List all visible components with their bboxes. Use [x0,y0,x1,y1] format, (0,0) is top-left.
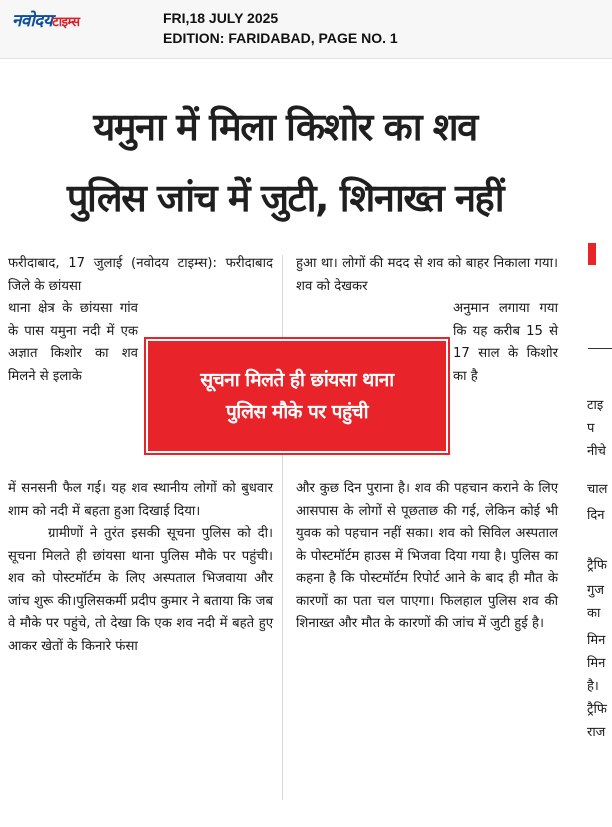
column-divider [282,255,283,800]
logo-part-1: नवोदय [12,11,53,31]
fragment-text: मिन [587,633,606,648]
pull-quote-line-2: पुलिस मौके पर पहुंची [225,401,369,423]
headline-line-2: पुलिस जांच में जुटी, शिनाख्त नहीं [66,176,504,220]
pull-quote-box [146,339,448,453]
article-col1-para-2: ग्रामीणों ने तुरंत इसकी सूचना पुलिस को दी। सूचना मिलते ही छांयसा थाना पुलिस मौके पर पहुंची। शव को पोस्टमॉर्टम के लिए अस्पताल भिजवाया और जांच शुरू की।पुलिसकर्मी प्रदीप कुमार ने बताया कि जब वे मौके पर पहुंचे, तो देखा कि एक शव नदी में बहते हुए आकर खेतों के किनारे फंसा [8,526,273,654]
fragment-text: राज [587,725,606,740]
article-col1-top: फरीदाबाद, 17 जुलाई (नवोदय टाइम्स): फरीदाबाद जिले के छांयसा [8,256,273,294]
fragment-text: प [587,421,595,436]
fragment-text: मिन [587,656,606,671]
publication-date: FRI,18 JULY 2025 [163,10,279,26]
fragment-text: ट्रैफि [587,702,607,717]
fragment-text: टाइ [587,398,604,413]
adjacent-article-fragment [582,230,612,827]
fragment-text: का [587,606,601,621]
fragment-text: नीचे [587,444,606,459]
fragment-text: चाल [587,482,608,497]
article-col1-narrow: थाना क्षेत्र के छांयसा गांव के पास यमुना नदी में एक अज्ञात किशोर का शव मिलने से इलाके [8,301,138,384]
adjacent-rule [588,348,612,349]
fragment-text: है। [587,679,599,694]
edition-page: EDITION: FARIDABAD, PAGE NO. 1 [163,30,398,46]
fragment-text: दिन [587,508,605,523]
edition-info [163,8,398,48]
fragment-text: ट्रैफि [587,558,607,573]
article-col2-narrow: अनुमान लगाया गया कि यह करीब 15 से 17 साल के किशोर का है [453,301,558,384]
pull-quote-line-1: सूचना मिलते ही छांयसा थाना [200,369,394,391]
adjacent-headline-marker [588,243,596,265]
article-col1-body [8,478,273,658]
logo-part-2: टाइम्स [52,15,80,30]
article-col1-para-1: में सनसनी फैल गई। यह शव स्थानीय लोगों को बुधवार शाम को नदी में बहता हुआ दिखाई दिया। [8,481,273,519]
article-col2-body: और कुछ दिन पुराना है। शव की पहचान कराने के लिए आसपास के लोगों से पूछताछ की गई, लेकिन कोई भी युवक को पहचान नहीं सका। शव को सिविल अस्पताल के पोस्टमॉर्टम हाउस में भिजवा दिया गया है। पुलिस का कहना है कि पोस्टमॉर्टम रिपोर्ट आने के बाद ही मौत के कारणों का पता चल पाएगा। फिलहाल पुलिस शव की शिनाख्त और मौत के कारणों की जांच में जुटी हुई है। [296,481,558,631]
fragment-text: गुज [587,583,604,598]
page-header [0,0,612,59]
newspaper-logo [12,8,80,31]
headline-line-1: यमुना में मिला किशोर का शव [93,105,477,149]
article-col2-top: हुआ था। लोगों की मदद से शव को बाहर निकाला गया। शव को देखकर [296,256,558,294]
